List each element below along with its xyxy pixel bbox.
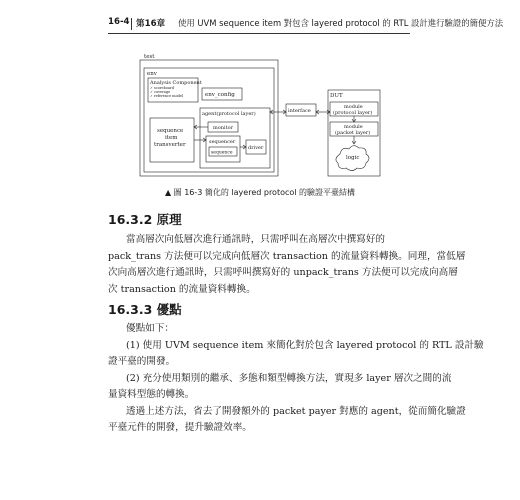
text-line: 證平臺的開發。 <box>108 356 176 367</box>
sequencer-label: sequencer <box>209 139 236 145</box>
env-config-label: env_config <box>205 92 235 98</box>
module-packet-label: module <box>344 124 363 130</box>
text-line: pack_trans 方法便可以完成向低層次 transaction 的流量資料轉換。同理，當低層 <box>108 250 466 262</box>
text-line: (1) 使用 UVM sequence item 來簡化對於包含 layered protocol 的 RTL 設計驗 <box>126 339 484 351</box>
monitor-label: monitor <box>213 125 233 131</box>
agent-label: agent(protocol layer) <box>202 111 256 117</box>
svg-text:✓: ✓ <box>150 90 153 94</box>
section-paragraph <box>108 321 484 437</box>
text-line: 量資料型態的轉換。 <box>108 389 195 400</box>
section-paragraph <box>108 232 466 298</box>
section-heading: 16.3.2 原理 <box>108 212 182 227</box>
dut-label: DUT <box>330 93 343 99</box>
module-packet-label: (packet layer) <box>335 130 371 136</box>
text-line: 次 transaction 的流量資料轉換。 <box>108 283 256 295</box>
analysis-item: coverage <box>154 90 171 94</box>
text-line: 平臺元件的開發，提升驗證效率。 <box>108 422 252 433</box>
svg-text:✓: ✓ <box>150 86 153 90</box>
verification-platform-diagram <box>138 52 388 182</box>
text-line: 次向高層次進行通訊時，只需呼叫撰寫好的 unpack_trans 方法便可以完成向高層 <box>108 267 458 278</box>
module-protocol-label: module <box>344 104 363 110</box>
section-heading: 16.3.3 優點 <box>108 302 182 317</box>
text-line: 優點如下： <box>126 323 174 334</box>
svg-text:✓: ✓ <box>150 94 153 98</box>
chapter-label: 第16章 <box>136 19 166 29</box>
analysis-item: reference model <box>154 94 184 98</box>
agent-box <box>200 108 270 168</box>
header-rule <box>108 33 410 34</box>
text-line: (2) 充分使用類別的繼承、多態和類型轉換方法，實現多 layer 層次之間的流 <box>126 372 452 384</box>
page-number: 16-4 <box>108 17 130 27</box>
analysis-component-label: Analysis Component <box>150 80 202 86</box>
module-protocol-label: (protocol layer) <box>333 110 373 116</box>
logic-label: logic <box>346 155 360 161</box>
driver-label: driver <box>248 145 264 151</box>
env-label: env <box>147 71 157 77</box>
transverter-label: transverter <box>154 142 186 148</box>
text-line: 當高層次向低層次進行通訊時，只需呼叫在高層次中撰寫好的 <box>126 234 386 245</box>
text-line: 透過上述方法，省去了開發額外的 packet payer 對應的 agent，從而簡化驗證 <box>126 405 466 417</box>
analysis-item: scoreboard <box>154 86 174 90</box>
figure-caption: ▲ 圖 16-3 簡化的 layered protocol 的驗證平臺結構 <box>164 188 356 197</box>
chapter-title: 使用 UVM sequence item 對包含 layered protocol 的 RTL 設計進行驗證的簡便方法 <box>178 18 504 28</box>
transverter-label: item <box>165 135 178 141</box>
sequence-label: sequence <box>211 150 233 156</box>
header-separator <box>131 18 132 30</box>
interface-label: interface <box>288 108 311 114</box>
transverter-label: sequence <box>157 128 184 134</box>
test-label: test <box>144 54 155 60</box>
